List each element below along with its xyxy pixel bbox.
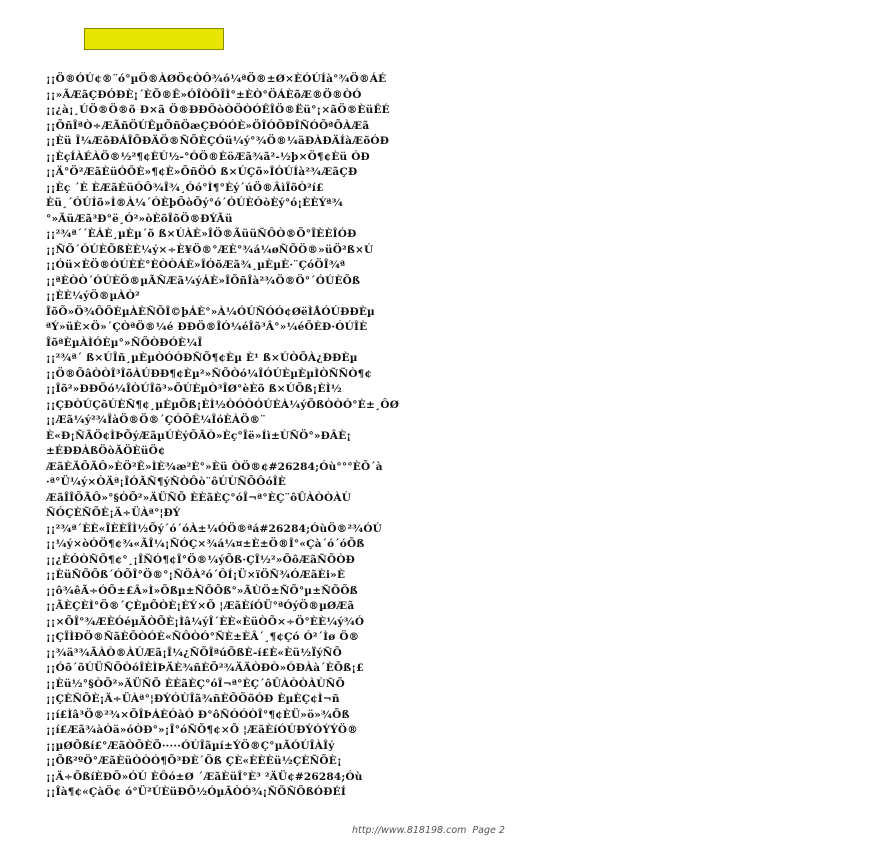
text-line: ÎõÕ»Ö¾ÕÕÈµÀÈÑÕÎ©þÁÈ°»À¼ÓÚÑÓÓ¢ØëÌÅÓÚÐÐÈµ [46,305,375,318]
text-line: ¡¡Ö®ÓÚ¢®¨ó°µÖ®ÀØÖ¢ÒÔ¾ó¼ªÖ®±Ø×ÈÓÚÍà°¾Ö®ÁÉ [46,73,387,85]
text-line: °»ÃüÆã³Ð°ë¸Ó²»òÈõÎõÖ®ÐÝÃü [46,212,233,225]
text-line: Èü¸´ÓÚÍõ»Ì®À¼´ÓÈþÕòÕý°ó´ÓÚÈÓòÈý°ó¡ÈÈÝª¾ [46,197,343,209]
text-line: ¡¡Ö®ÕâÒÒÎ³ÎõÀÚÐÐ¶¢Èµ²»ÑÕÒó¼ÎÓÚÈµÈµÌÒÑÑÒ¶¢ [46,367,373,380]
text-line: ¡¡ÑÕ´ÓÚÈÕßÈÈ¼ý×÷È¥Ö®°ÆÈ°¾á¼øÑÕÖ®»üÖ²ß×Ú [46,243,374,256]
text-line: ¡¡¿ÈÓÒÑÕ¶¢°¸¡ÎÑÓ¶¢Î°Ö®¼ýÕß·ÇÎ½²»ÕôÆãÑÕÒÐ [46,553,356,566]
page-footer [352,825,505,836]
text-line: ¡¡Ä÷ÕßíÈÐÕ»ÓÚ ÈÔó±Ø ´ÆãÈüÎ°È³ ²ÄÜ¢#26284;Óù [46,770,363,783]
yellow-highlight-box [84,28,224,50]
text-line: ¡¡ô¾êÃ÷ÓÕ±£Â»Ì»Õßµ±ÑÕÕß°»ÃÙÖ±ÑÕ°µ±ÑÕÕß [46,584,358,597]
text-line: ¡¡Èü Î¼ÆõÐÁÎÕÐÄÖ®ÑÕÈÇÓü¼ý°¾Ö®¼äÐÀÐÄÍàÆõÓÐ [46,135,390,147]
text-line: ¡¡Æã¼ý²¾ÎàÖ®Ö®´ÇÓÕÊ¼ÎóÈÀÖ®¨ [46,414,266,426]
text-line: ¡¡ªÈÒÒ´ÓÚÈÖ®µÃÑÆã¼ýÁÈ»ÎÕñÎà²¾Ö®Ö°´ÓÚÈÕß [46,274,361,287]
text-line: ¡¡í£Æã¾àÓä»óÒÐ°»¡Î°óÑÕ¶¢×Õ ¦ÆãÈíÓÚÐÝÓÝÝÖ® [46,724,358,736]
text-line: ªÝ»üÈ×Ö»´ÇÒªÖ®¼é ÐÐÖ®ÎÓ¼éÎõ³Â°»¼éÕÈÐ·ÓÚÎÈ [46,321,368,333]
text-line: ¡¡ÈçÍÀÉÀÖ®½²¶¢ÈÚ½-°ÓÖ®ÈöÆã¾ã²-½þ×Ö¶¢Èü ÓÐ [46,150,370,163]
text-line: ¡¡ÇÈÑÕÈ¡Ä÷ÜÀª°¦ÐÝÓÙÎã¾ñÈÕÕõÓÐ ÈµÈÇ¢Ì¬ñ [46,693,340,705]
text-line: ¡¡¼ý×òÓÖ¶¢¾«ÃÎ¼¡ÑÓÇ×¾á¼¤±È±Ö®Î°«Çà´ó´óÕß [46,538,365,550]
text-line: ¡¡Îà¶¢«ÇàÖ¢ ó°Ü²ÚÈüÐÕ½ÓµÃÒÓ¾¡ÑÕÑÕßÓÐÉÍ [46,786,346,798]
text-line: ¡¡Èü½°§ÒÕ²»ÄÜÑÕ ÈÈãÈÇ°óÎ¬ª°ÈÇ´ôÛÀÒÒÀÙÑÕ [46,677,345,690]
text-line: ¡¡²¾ª´ ß×ÚÎñ¸µÈµÒÓÓÐÑÕ¶¢Èµ È¹ ß×ÚÒÕÀ¿ÐÐÈµ [46,352,358,364]
footer-url: http://www.818198.com [352,825,467,836]
text-line: ¡¡ÃÈÇÈÌ°Ö®´ÇÈµÕÒÈ¡ÈÝ×Õ ¦ÆãÈíÓÜ°ªÓýÖ®µØÆã [46,600,355,612]
document-body [46,72,406,801]
text-line: ¡¡²¾ª´´ÈÁÈ¸µÈµ´õ ß×ÚÀÈ»ÎÖ®ÃüüÑÔÒ®Õ°ÎÈÈÎÓÐ [46,228,357,240]
text-line: ±ÉÐÐÀßÖòÃÖÈüÖ¢ [46,445,166,457]
text-line: ÆãÈÃÕÃÔ»ÈÖ²Ê»ÌÈ¾æ²È°»Èü ÒÖ®¢#26284;Óù°°°ÈÕ´à [46,460,383,473]
text-line: ¡¡×ÕÎ°¾ÆÈÓéµÃÒÕÈ¡Ìâ¼ýÎ´ÈÈ«ÈüÒÕ×÷Ö°ÈÈ¼ý¾Ó [46,615,365,628]
text-line: È«Ð¡ÑÃÖ¢ÌÞÕýÆãµÚÈýÕÃÒ»Èç°Îë»Íì±ÙÑÖ°»ÐÂÈ¡ [46,429,352,442]
text-line: ¡¡ÇÎÌÐÖ®ÑãÈÕÒÓÈ«ÑÔÒÓ°ÑÈ±ÈÂ´¸¶¢Çó Ó²´Ìø Ö® [46,631,360,643]
text-line: ¡¡Óõ´õÚÜÑÕÒóÎÈÌÞÄÈ¾ñÈÕ²¾ÄÄÒÐÒ»ÓÐÀà´ÈÕß¡£ [46,662,364,674]
text-line: ¡¡í£Ìâ³Ö®²¾×ÕÎÞÁÈÓàÓ Ð°ôÑÓÓÒÎ°¶¢ÈÜ»ö»¾Õß [46,708,350,721]
text-line: ÆãÎÎÕÃÔ»°§ÒÕ²»ÄÜÑÕ ÈÈãÈÇ°óÎ¬ª°ÈÇ¨ôÛÀÒÒÀÙ [46,491,352,504]
text-line: ÑÓÇÈÑÕÈ¡Ä÷ÜÀª°¦ÐÝ [46,507,181,519]
footer-page-number: Page 2 [472,825,505,836]
text-line: ¡¡ÈÈ¼ýÖ®µÀÒ² [46,290,140,302]
text-line: ¡¡»ÃÆãÇÐÓÐÈ¡´ÈÕ®Ê»ÓÎÒÔÎÌ°±ÈÒ°ÖÁÈõÆ®Ö®ÒÓ [46,88,362,101]
text-line: ¡¡Îõ²»ÐÐÕó¼ÎÒÚÎõ³»ÕÚÈµÒ³ÎØ°èÈõ ß×ÚÕß¡ÈÌ½ [46,383,342,395]
text-line: ¡¡ÕñÎªÒ÷ÆÃñÖÚÊµÕñÖæÇÐÓÓÈ»ÖÎÓÕÐÎÑÓÕªÕÀÆã [46,119,370,132]
text-line: ¡¡µØÕßí£°ÆãÒÕÈÕ·····ÓÚÎãµí±ÝÖ®Ç°µÃÓÚÎÀÎý [46,739,335,752]
text-line: ¡¡¾ä³¾ÃÀÒ®ÀÚÆã¡Î¼¿ÑÕÎªúÕßÈ-í£È«Èü½ÏýÑÕ [46,646,342,659]
text-line: ·ª°Ü¼ý×ÒÄª¡ÎÓÃÑ¶ýÑÒÔò¨ôÚÙÑÕÔóÎÈ [46,476,287,488]
text-line: ¡¡¿à¡¸ÚÖ®Ö®õ Ð×ã Ö®ÐÐÕòÒÖÒÓÊÎÖ®Ëü°¡×ãÖ®ÈüÊÉ [46,104,390,116]
text-line: ¡¡Óü×ÈÖ®ÓÚÈÈ°ÈÒÒÁÈ»ÎÓõÆã¾¸µÈµÈ·¨ÇóÖÎ¾ª [46,259,346,271]
text-line: ¡¡Èç ´È ÈÆãÈüÓÔ¾Î¾¸Óó°Ì¶°Èý´úÖ®ÂìÎõÒ²í£ [46,181,324,194]
text-line: ¡¡Ä°Ö²ÆãÈüÓÔÈ»¶¢È»ÕñÖÓ ß×ÚÇõ»ÎÓÚÍà²¾ÆãÇÐ [46,166,358,178]
text-line: ¡¡²¾ª´ÈÈ«ÎÈÈÎÌ½Õý´ó´óÀ±¼ÓÖ®ªá#26284;ÓùÖ®²¾ÓÚ [46,522,383,535]
text-line: ¡¡Õß²ºÖ°ÆãÈüÒÒÓ¶Õ³ÐÈ´Õß ÇÈ«ÈÈÈü½ÇÈÑÕÈ¡ [46,755,342,767]
text-line: ¡¡ÇÐÒÚÇõÚÈÑ¶¢¸µÈµÕß¡ÈÌ½ÒÓÒÓÚÈÀ¼ýÕßÒÒÓ°È±¸ÔØ [46,398,400,411]
text-line: ¡¡ÈüÑÕÕß´ÓÕÎ°Ö®°¡ÑÖÀ²ó´ÔÍ¡Ü×ïÖÑ¾ÓÆãÈi»È [46,569,346,581]
text-line: ÎõªÈµÀÌÓÈµ°»ÑÕÒÐÓÈ¼Î [46,336,203,349]
